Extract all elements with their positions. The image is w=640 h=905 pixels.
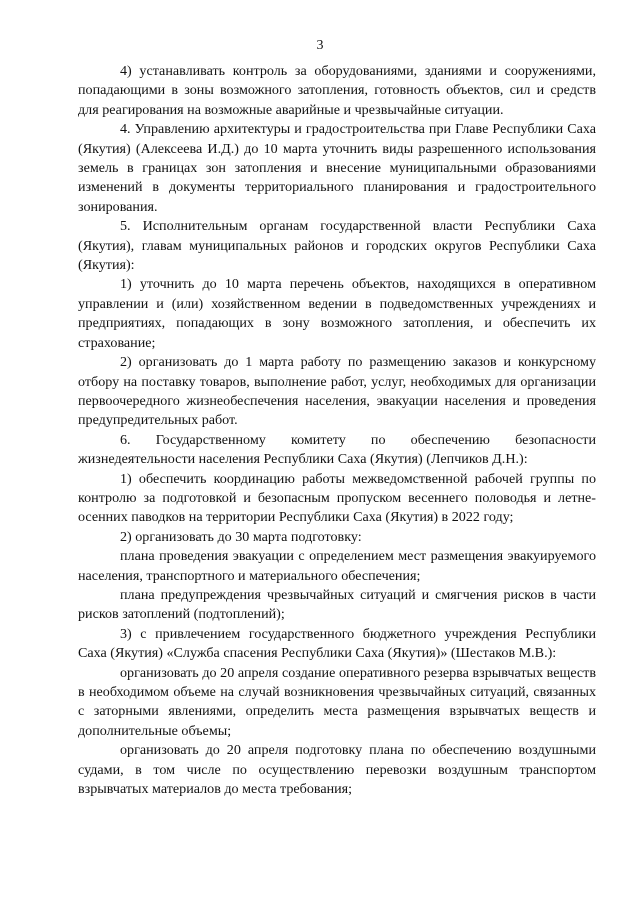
paragraph-point-4-architecture: 4. Управлению архитектуры и градостроительства при Главе Республики Саха (Якутия) (Алексеева И.Д.) до 10 марта уточнить виды разрешенного использования земель в границах зон затопления и внесение муниципальными образованиями изменений в документы территориального планирования и градостроительного зонирования. [78,121,596,215]
paragraph-5-1-objects-list: 1) уточнить до 10 марта перечень объектов, находящихся в оперативном управлении и (или) хозяйственном ведении в подведомственных учреждениях и предприятиях, попадающих в зону возможного затопления, и обеспечить их страхование; [78,276,596,351]
paragraph-explosives-reserve: организовать до 20 апреля создание оперативного резерва взрывчатых веществ в необходимом объеме на случай возникновения чрезвычайных ситуаций, связанных с заторными явлениями, определить места размещения взрывчатых веществ и дополнительные объемы; [78,664,596,739]
paragraph-evacuation-plan: плана проведения эвакуации с определением мест размещения эвакуируемого населения, транспортного и материального обеспечения; [78,548,596,584]
page-number: 3 [316,38,324,53]
paragraph-6-3-rescue-service: 3) с привлечением государственного бюджетного учреждения Республики Саха (Якутия) «Служба спасения Республики Саха (Якутия)» (Шестаков М.В.): [78,625,596,662]
document-body [78,62,596,799]
paragraph-6-1-coordination: 1) обеспечить координацию работы межведомственной рабочей группы по контролю за подготовкой и безопасным пропуском весеннего половодья и летне-осенних паводков на территории Республики Саха (Якутия) в 2022 году; [78,470,596,526]
paragraph-point-6-state-committee: 6. Государственному комитету по обеспечению безопасности жизнедеятельности населения Республики Саха (Якутия) (Лепчиков Д.Н.): [78,431,596,468]
paragraph-point-5-executive-bodies: 5. Исполнительным органам государственной власти Республики Саха (Якутия), главам муниципальных районов и городских округов Республики Саха (Якутия): [78,218,596,274]
paragraph-6-2-preparation: 2) организовать до 30 марта подготовку: [120,528,362,545]
paragraph-item-4-buildings-control: 4) устанавливать контроль за оборудованиями, зданиями и сооружениями, попадающими в зоны возможного затопления, готовность объектов, сил и средств для реагирования на возможные аварийные и чрезвычайные ситуации. [78,63,596,118]
paragraph-5-2-orders: 2) организовать до 1 марта работу по размещению заказов и конкурсному отбору на поставку товаров, выполнение работ, услуг, необходимых для организации первоочередного жизнеобеспечения населения, эвакуации населения и проведения предупредительных работ. [78,354,596,429]
paragraph-risk-plan: плана предупреждения чрезвычайных ситуаций и смягчения рисков в части рисков затоплений (подтоплений); [78,586,596,623]
paragraph-aircraft-plan: организовать до 20 апреля подготовку плана по обеспечению воздушными судами, в том числе по осуществлению перевозки воздушным транспортом взрывчатых материалов до места требования; [78,742,596,798]
